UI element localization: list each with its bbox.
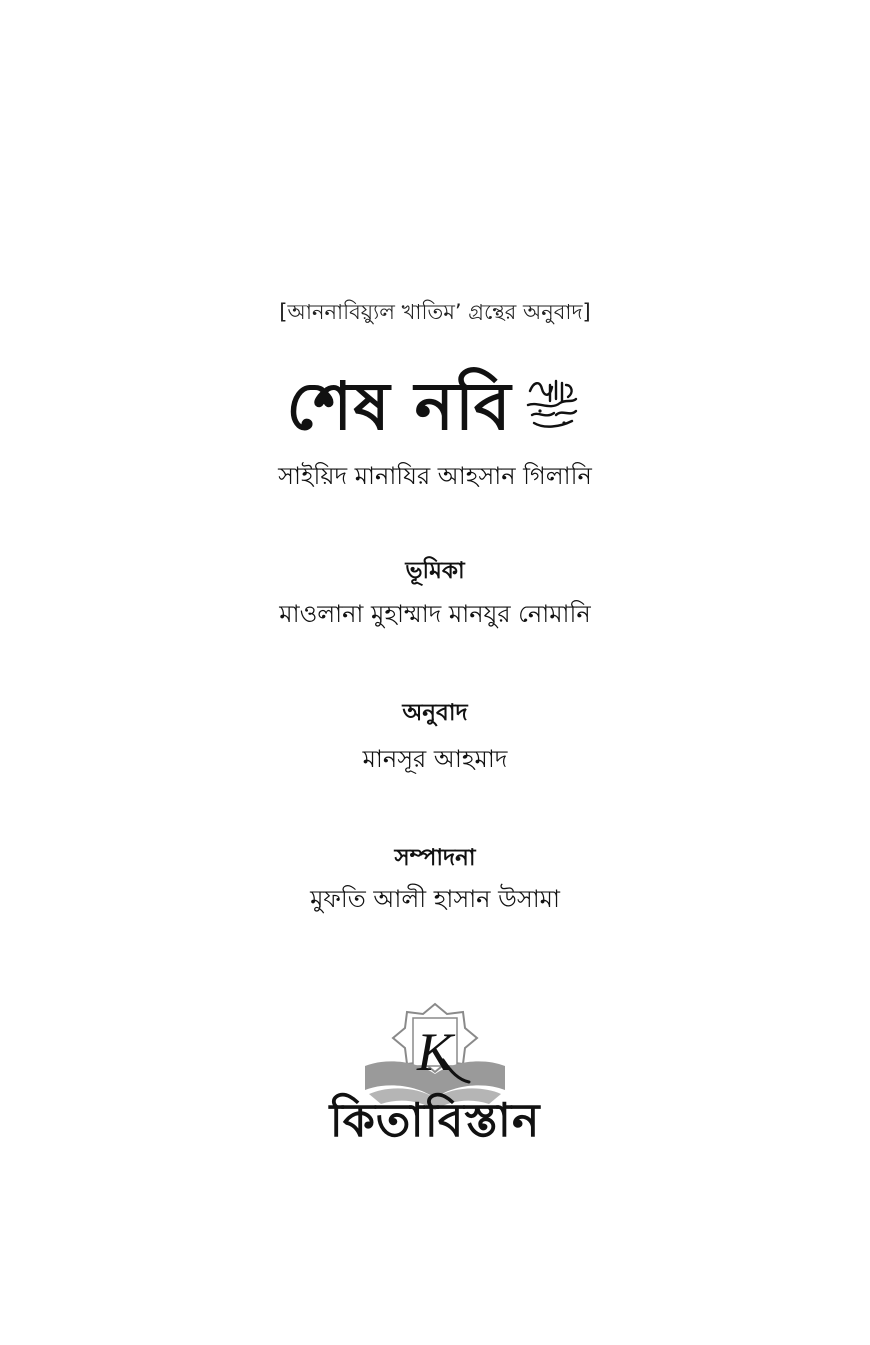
introduction-name: মাওলানা মুহাম্মাদ মানযুর নোমানি	[279, 600, 591, 628]
logo-letter: K	[416, 1022, 454, 1082]
translation-label: অনুবাদ	[402, 700, 468, 726]
salawat-calligraphy-icon	[520, 371, 584, 435]
title-row	[0, 362, 870, 452]
translator-name: মানসূর আহমাদ	[362, 745, 508, 773]
introduction-label: ভূমিকা	[405, 558, 465, 584]
author-name: সাইয়িদ মানাযির আহসান গিলানি	[278, 462, 592, 490]
editor-name: মুফতি আলী হাসান উসামা	[310, 885, 560, 913]
original-book-subtitle: [আননাবিয়্যুল খাতিম’ গ্রন্থের অনুবাদ]	[279, 300, 591, 324]
publisher-name: কিতাবিস্তান	[329, 1093, 541, 1147]
book-title: শেষ নবি	[286, 368, 512, 445]
editing-label: সম্পাদনা	[394, 845, 476, 871]
